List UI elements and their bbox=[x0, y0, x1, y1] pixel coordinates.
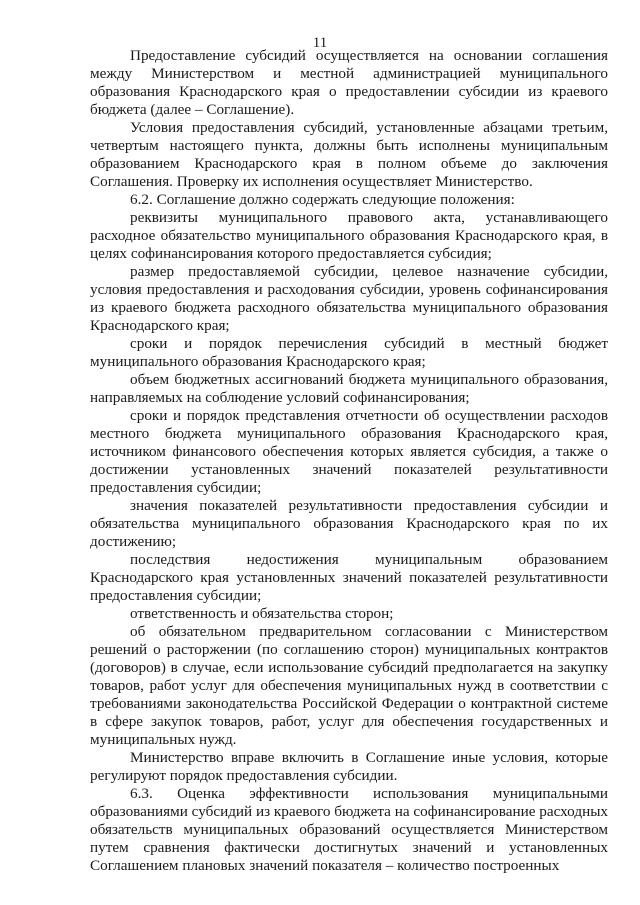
paragraph-section-6-2: 6.2. Соглашение должно содержать следующие положения: bbox=[130, 191, 515, 208]
paragraph-other-conditions: Министерство вправе включить в Соглашение иные условия, которые регулируют порядок предоставления субсидии. bbox=[90, 749, 608, 784]
list-item-consequences: последствия недостижения муниципальным образованием Краснодарского края установленных значений показателей результативности предоставления субсидии; bbox=[90, 551, 608, 604]
list-item-subsidy-size: размер предоставляемой субсидии, целевое назначение субсидии, условия предоставления и расходования субсидии, уровень софинансирования из краевого бюджета расходного обязательства муниципального образования Краснодарского края; bbox=[90, 263, 608, 334]
list-item-transfer-terms: сроки и порядок перечисления субсидий в местный бюджет муниципального образования Краснодарского края; bbox=[90, 335, 608, 370]
list-item-budget-allocations: объем бюджетных ассигнований бюджета муниципального образования, направляемых на соблюдение условий софинансирования; bbox=[90, 371, 608, 406]
list-item-contract-approval: об обязательном предварительном согласовании с Министерством решений о расторжении (по соглашению сторон) муниципальных контрактов (договоров) в случае, если использование субсидий предполагается на закупку товаров, работ услуг для обеспечения муниципальных нужд в соответствии с требованиями законодательства Российской Федерации о контрактной системе в сфере закупок товаров, работ, услуг для обеспечения государственных и муниципальных нужд. bbox=[90, 623, 608, 748]
page-number: 11 bbox=[312, 35, 328, 51]
list-item-legal-act: реквизиты муниципального правового акта, устанавливающего расходное обязательство муниципального образования Краснодарского края, в целях софинансирования которого предоставляется субсидия; bbox=[90, 209, 608, 262]
list-item-indicator-values: значения показателей результативности предоставления субсидии и обязательства муниципального образования Краснодарского края по их достижению; bbox=[90, 497, 608, 550]
list-item-responsibility: ответственность и обязательства сторон; bbox=[130, 605, 394, 622]
document-body bbox=[90, 47, 608, 875]
paragraph-conditions: Условия предоставления субсидий, установленные абзацами третьим, четвертым настоящего пункта, должны быть исполнены муниципальным образованием Краснодарского края в полном объеме до заключения Соглашения. Проверку их исполнения осуществляет Министерство. bbox=[90, 119, 608, 190]
paragraph-section-6-3: 6.3. Оценка эффективности использования муниципальными образованиями субсидий из краевого бюджета на софинансирование расходных обязательств муниципальных образований осуществляется Министерством путем сравнения фактически достигнутых значений и установленных Соглашением плановых значений показателя – количество построенных bbox=[90, 785, 608, 874]
list-item-reporting: сроки и порядок представления отчетности об осуществлении расходов местного бюджета муниципального образования Краснодарского края, источником финансового обеспечения которых является субсидия, а также о достижении установленных значений показателей результативности предоставления субсидии; bbox=[90, 407, 608, 496]
paragraph-agreement-basis: Предоставление субсидий осуществляется на основании соглашения между Министерством и местной администрацией муниципального образования Краснодарского края о предоставлении субсидии из краевого бюджета (далее – Соглашение). bbox=[90, 47, 608, 118]
